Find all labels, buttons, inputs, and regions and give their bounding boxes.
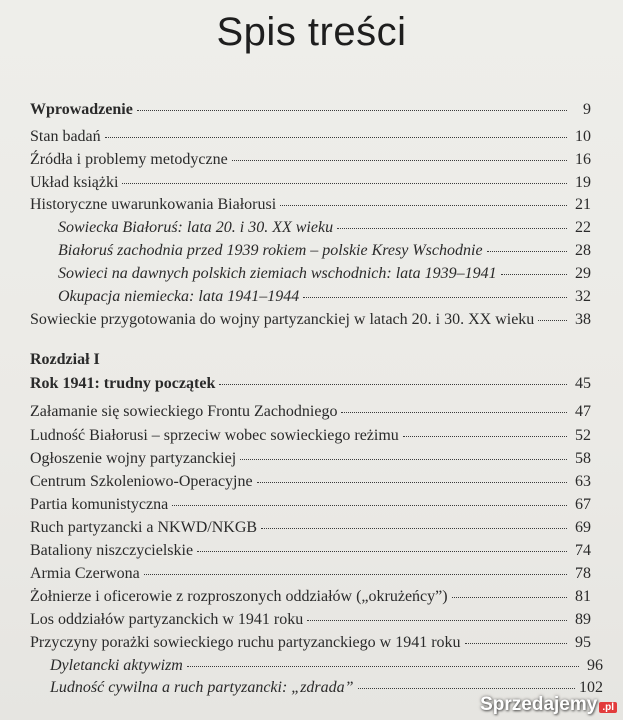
toc-entry-label: Dyletancki aktywizm [50, 657, 183, 674]
dot-leader [261, 528, 567, 529]
dot-leader [240, 459, 567, 460]
toc-intro-heading [30, 100, 591, 120]
toc-entry-label: Wprowadzenie [30, 101, 133, 118]
toc-entry-label: Partia komunistyczna [30, 496, 169, 513]
dot-leader [538, 320, 567, 321]
dot-leader [105, 137, 567, 138]
toc-entry-label: Źródła i problemy metodyczne [30, 151, 228, 168]
toc-entry-label: Okupacja niemiecka: lata 1941–1944 [58, 288, 300, 305]
toc-entry-label: Sowieckie przygotowania do wojny partyzanckiej w latach 20. i 30. XX wieku [30, 311, 535, 328]
toc-entry-page: 89 [575, 611, 591, 628]
toc-entry-page: 63 [575, 473, 591, 490]
toc-entry [30, 127, 591, 147]
toc-entry-label: Białoruś zachodnia przed 1939 rokiem – polskie Kresy Wschodnie [58, 242, 483, 259]
toc-entry-label: Ludność Białorusi – sprzeciw wobec sowieckiego reżimu [30, 427, 399, 444]
dot-leader [197, 551, 567, 552]
toc-entry [30, 610, 591, 630]
toc-entry [30, 426, 591, 446]
dot-leader [122, 183, 567, 184]
toc-entry-label: Sowieci na dawnych polskich ziemiach wschodnich: lata 1939–1941 [58, 265, 497, 282]
chapter-title [30, 374, 591, 394]
watermark-text: Sprzedajemy [480, 694, 598, 715]
toc-entry-page: 19 [575, 174, 591, 191]
toc-entry-label: Układ książki [30, 174, 119, 191]
toc-entry-page: 81 [575, 588, 591, 605]
dot-leader [403, 436, 567, 437]
toc-entry-page: 32 [575, 288, 591, 305]
toc-entry-page: 45 [575, 375, 591, 392]
toc-entry-page: 21 [575, 196, 591, 213]
dot-leader [187, 666, 579, 667]
toc-subentry [58, 264, 591, 284]
toc-subentry [58, 241, 591, 261]
toc-entry [30, 587, 591, 607]
toc-subentry [50, 656, 603, 676]
toc-entry-page: 96 [587, 657, 603, 674]
toc-entry-page: 29 [575, 265, 591, 282]
toc-entry [30, 564, 591, 584]
toc-entry-page: 28 [575, 242, 591, 259]
dot-leader [337, 228, 567, 229]
dot-leader [172, 505, 567, 506]
toc-entry-label: Załamanie się sowieckiego Frontu Zachodniego [30, 403, 338, 420]
toc-entry [30, 449, 591, 469]
dot-leader [257, 482, 567, 483]
toc-entry-page: 74 [575, 542, 591, 559]
toc-entry-page: 67 [575, 496, 591, 513]
toc-subentry [58, 218, 591, 238]
toc-entry-page: 78 [575, 565, 591, 582]
dot-leader [219, 384, 567, 385]
dot-leader [280, 205, 567, 206]
toc-entry-label: Ogłoszenie wojny partyzanckiej [30, 450, 237, 467]
dot-leader [341, 412, 567, 413]
toc-entry [30, 150, 591, 170]
toc-entry [30, 402, 591, 422]
page-title: Spis treści [216, 10, 407, 54]
toc-entry-label: Żołnierze i oficerowie z rozproszonych oddziałów („okrużeńcy”) [30, 588, 448, 605]
toc-entry-label: Los oddziałów partyzanckich w 1941 roku [30, 611, 304, 628]
dot-leader [232, 160, 567, 161]
watermark-suffix: .pl [599, 702, 617, 713]
dot-leader [144, 574, 567, 575]
toc-entry-page: 10 [575, 128, 591, 145]
toc-entry-page: 58 [575, 450, 591, 467]
toc-entry [30, 310, 591, 330]
toc-entry [30, 472, 591, 492]
toc-entry-page: 47 [575, 403, 591, 420]
toc-entry-label: Ruch partyzancki a NKWD/NKGB [30, 519, 258, 536]
dot-leader [358, 688, 575, 689]
toc-entry [30, 541, 591, 561]
toc-entry [30, 495, 591, 515]
toc-entry [30, 195, 591, 215]
dot-leader [465, 643, 567, 644]
toc-entry-label: Bataliony niszczycielskie [30, 542, 194, 559]
dot-leader [487, 251, 567, 252]
toc-entry-page: 22 [575, 219, 591, 236]
dot-leader [452, 597, 567, 598]
toc-entry-label: Armia Czerwona [30, 565, 140, 582]
toc-entry-label: Stan badań [30, 128, 101, 145]
toc-entry [30, 633, 591, 653]
toc-entry-page: 38 [575, 311, 591, 328]
watermark [480, 694, 617, 716]
toc-entry-label: Ludność cywilna a ruch partyzancki: „zdrada” [50, 679, 354, 696]
dot-leader [307, 620, 567, 621]
toc-subentry [58, 287, 591, 307]
toc-entry-label: Przyczyny porażki sowieckiego ruchu partyzanckiego w 1941 roku [30, 634, 461, 651]
dot-leader [137, 110, 567, 111]
toc-entry-page: 16 [575, 151, 591, 168]
dot-leader [501, 274, 567, 275]
toc-entry-label: Centrum Szkoleniowo-Operacyjne [30, 473, 253, 490]
toc-entry-page: 52 [575, 427, 591, 444]
toc-entry-page: 95 [575, 634, 591, 651]
toc-entry-page: 69 [575, 519, 591, 536]
toc-entry-label: Sowiecka Białoruś: lata 20. i 30. XX wieku [58, 219, 334, 236]
toc-entry-label: Rok 1941: trudny początek [30, 375, 216, 392]
chapter-heading: Rozdział I [30, 351, 100, 368]
toc-entry [30, 173, 591, 193]
toc-entry [30, 518, 591, 538]
toc-entry-page: 102 [579, 679, 603, 696]
toc-entry-page: 9 [583, 101, 591, 118]
toc-entry-label: Historyczne uwarunkowania Białorusi [30, 196, 277, 213]
dot-leader [303, 297, 567, 298]
